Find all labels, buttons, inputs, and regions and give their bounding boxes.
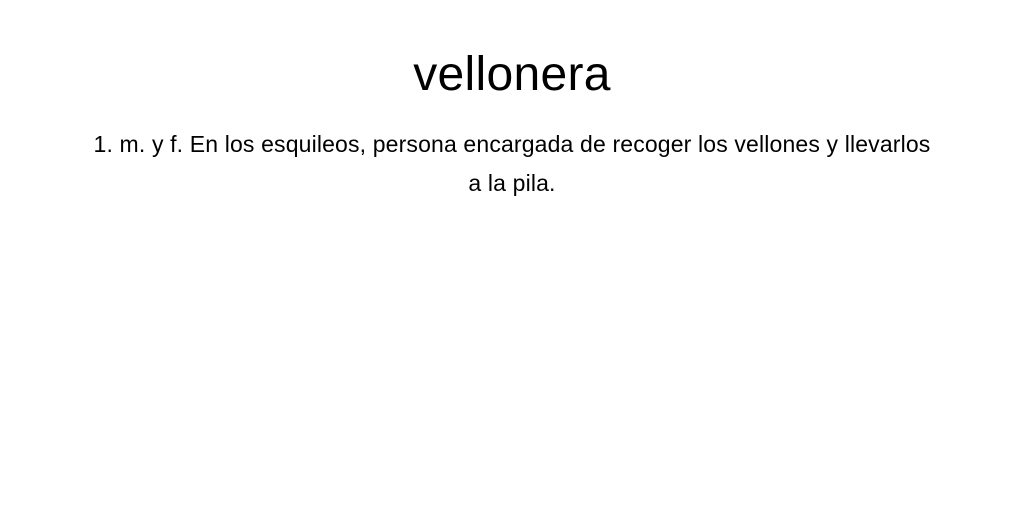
headword-title: vellonera [413, 48, 611, 101]
definition-text: 1. m. y f. En los esquileos, persona encargada de recoger los vellones y llevarlos a la pila. [93, 131, 931, 196]
dictionary-entry [0, 0, 1024, 203]
